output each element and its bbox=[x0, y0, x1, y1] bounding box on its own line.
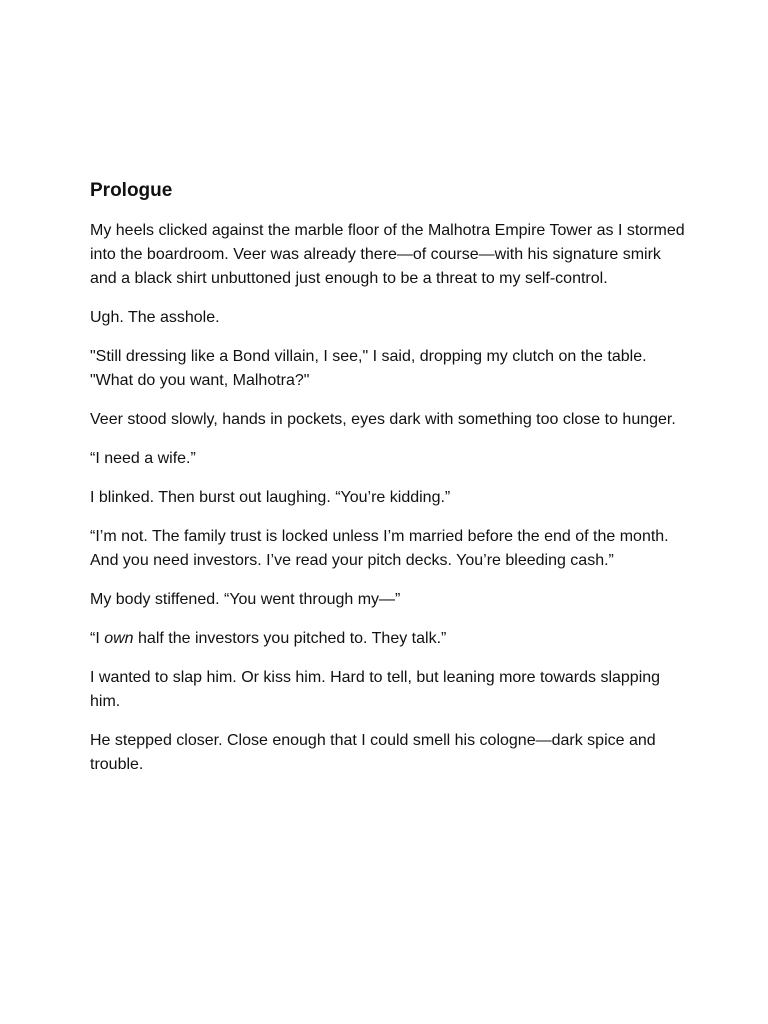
paragraph: He stepped closer. Close enough that I could smell his cologne—dark spice and trouble. bbox=[90, 732, 656, 773]
document-page bbox=[90, 179, 690, 792]
paragraph: My heels clicked against the marble floor of the Malhotra Empire Tower as I stormed into the boardroom. Veer was already there—of course—with his signature smirk and a black shirt unbuttoned just enough to be a threat to my self-control. bbox=[90, 222, 685, 287]
paragraph: "Still dressing like a Bond villain, I see," I said, dropping my clutch on the table. "What do you want, Malhotra?" bbox=[90, 348, 647, 389]
paragraph: “I’m not. The family trust is locked unless I’m married before the end of the month. And you need investors. I’ve read your pitch decks. You’re bleeding cash.” bbox=[90, 528, 669, 569]
paragraph: Ugh. The asshole. bbox=[90, 309, 220, 326]
emphasized-word: own bbox=[104, 630, 134, 647]
paragraph-text-end: half the investors you pitched to. They talk.” bbox=[133, 630, 447, 647]
paragraph: “I need a wife.” bbox=[90, 450, 196, 467]
paragraph bbox=[90, 627, 690, 651]
paragraph: Veer stood slowly, hands in pockets, eyes dark with something too close to hunger. bbox=[90, 411, 676, 428]
chapter-title: Prologue bbox=[90, 180, 173, 201]
paragraph: I blinked. Then burst out laughing. “You’re kidding.” bbox=[90, 489, 451, 506]
paragraph: I wanted to slap him. Or kiss him. Hard to tell, but leaning more towards slapping him. bbox=[90, 669, 661, 710]
paragraph: My body stiffened. “You went through my—” bbox=[90, 591, 401, 608]
paragraph-text-start: “I bbox=[90, 630, 105, 647]
